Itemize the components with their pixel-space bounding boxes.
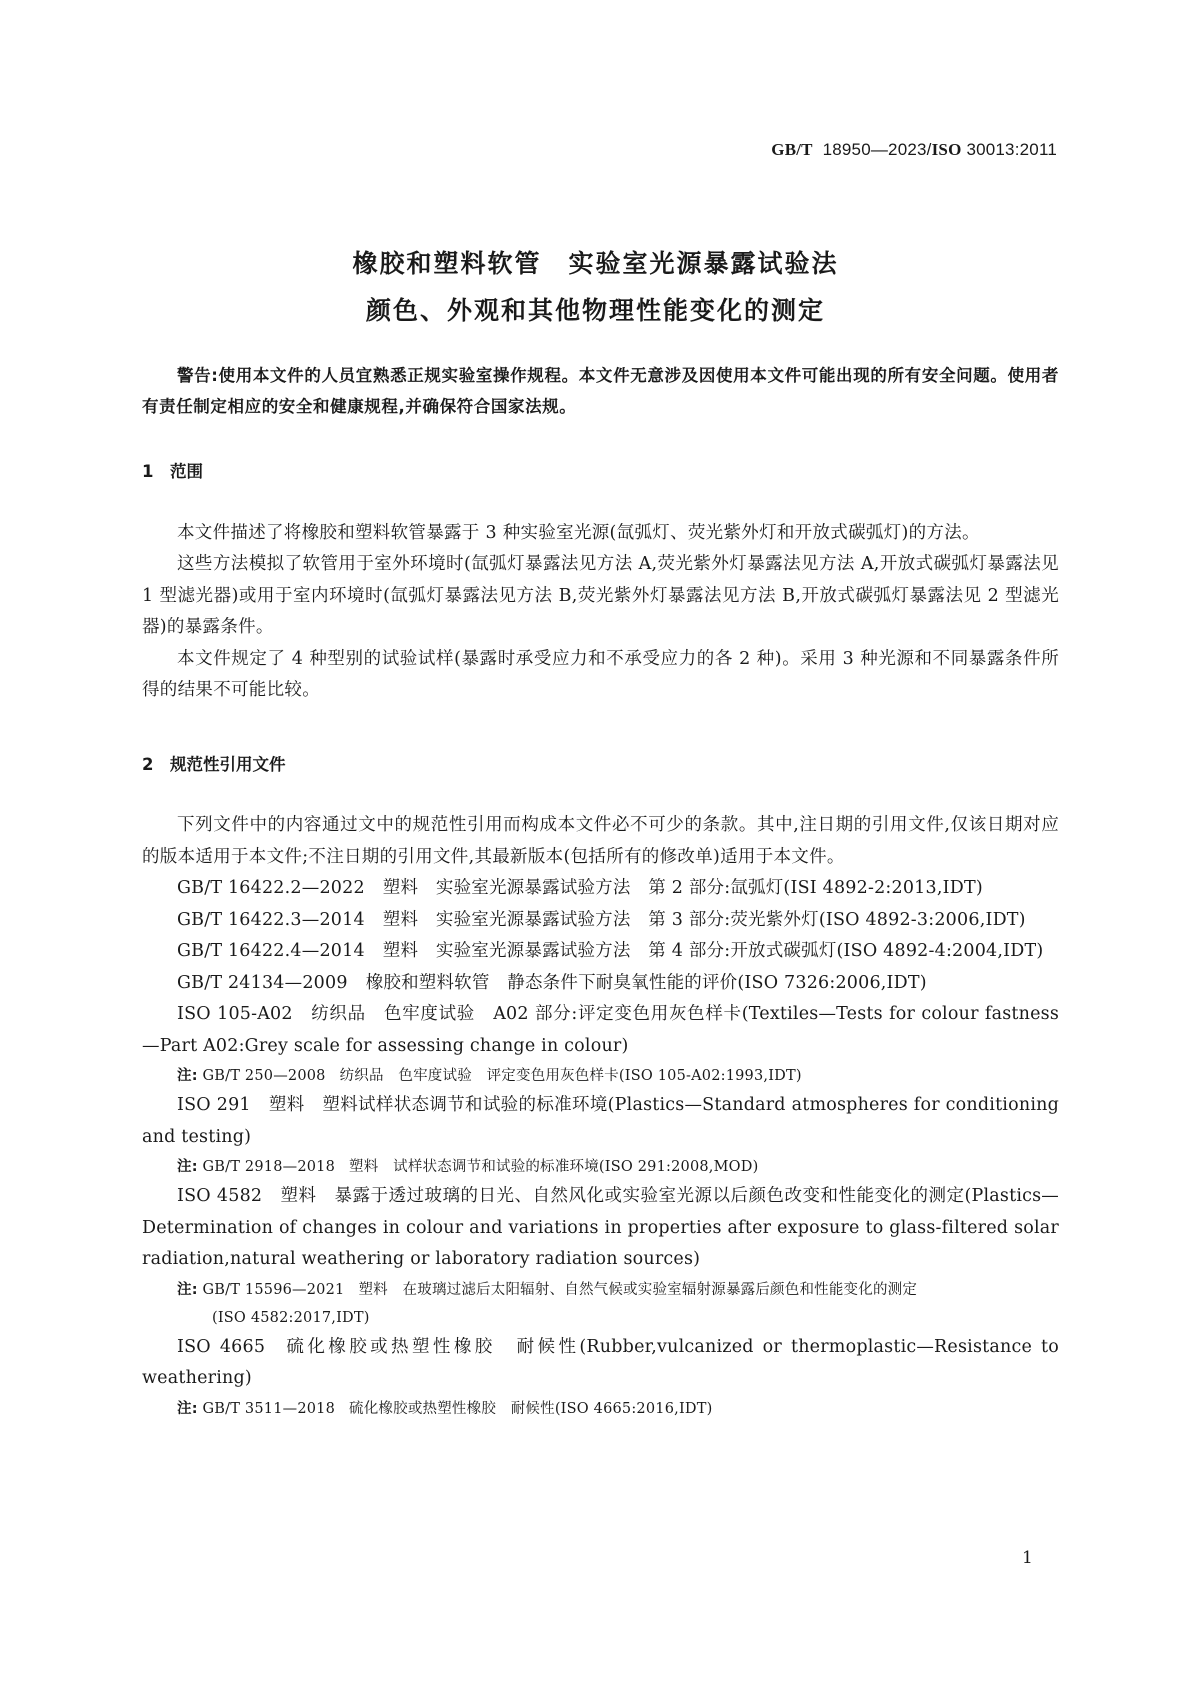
std-code-number: 18950—2023/ (822, 140, 932, 159)
std-code-iso-number: 30013:2011 (966, 140, 1057, 159)
section-1-heading (142, 456, 1059, 488)
reference-code: GB/T 16422.2—2022 (177, 878, 365, 898)
normative-intro: 下列文件中的内容通过文中的规范性引用而构成本文件必不可少的条款。其中,注日期的引用文件,仅该日期对应的版本适用于本文件;不注日期的引用文件,其最新版本(包括所有的修改单)适用于本文件。 (142, 815, 1059, 867)
standard-code (771, 140, 1057, 160)
note-code: GB/T 2918—2018 (202, 1159, 336, 1175)
note-text: 纺织品 色牢度试验 评定变色用灰色样卡(ISO 105-A02:1993,IDT) (339, 1068, 802, 1084)
reference-code: ISO 4582 (177, 1186, 263, 1206)
reference-title: 硫化橡胶或热塑性橡胶 耐候性(Rubber,vulcanized or thermoplastic—Resistance to weathering) (142, 1336, 1060, 1388)
page-number: 1 (1022, 1548, 1033, 1568)
note-text: 塑料 试样状态调节和试验的标准环境(ISO 291:2008,MOD) (349, 1159, 759, 1175)
scope-paragraph: 本文件规定了 4 种型别的试验试样(暴露时承受应力和不承受应力的各 2 种)。采用 3 种光源和不同暴露条件所得的结果不可能比较。 (142, 648, 1059, 700)
section-title: 范围 (170, 462, 203, 481)
reference-note (142, 1395, 1059, 1423)
note-label: 注: (177, 1068, 198, 1084)
reference-item (142, 968, 1059, 1000)
reference-note (142, 1062, 1059, 1090)
reference-item (142, 1332, 1059, 1395)
std-code-iso-prefix: ISO (931, 140, 962, 159)
reference-title: 塑料 暴露于透过玻璃的日光、自然风化或实验室光源以后颜色改变和性能变化的测定(Plastics—Determination of changes in colour and variations in properties after exposure to glass-filtered solar radiation,natural weathering or laboratory radiation sources) (142, 1186, 1059, 1269)
reference-code: ISO 291 (177, 1095, 251, 1115)
reference-title: 橡胶和塑料软管 静态条件下耐臭氧性能的评价(ISO 7326:2006,IDT) (365, 972, 927, 993)
reference-note (142, 1153, 1059, 1181)
reference-item (142, 1181, 1059, 1276)
reference-title: 塑料 实验室光源暴露试验方法 第 3 部分:荧光紫外灯(ISO 4892-3:2006,IDT) (382, 909, 1026, 930)
reference-item (142, 905, 1059, 937)
note-continuation: (ISO 4582:2017,IDT) (212, 1309, 370, 1326)
note-code: GB/T 15596—2021 (202, 1281, 345, 1298)
reference-code: ISO 4665 (177, 1336, 266, 1357)
note-code: GB/T 3511—2018 (202, 1400, 336, 1417)
reference-code: GB/T 16422.4—2014 (177, 941, 365, 961)
section-2-heading (142, 749, 1059, 781)
note-text: 硫化橡胶或热塑性橡胶 耐候性(ISO 4665:2016,IDT) (349, 1400, 713, 1417)
reference-title: 纺织品 色牢度试验 A02 部分:评定变色用灰色样卡(Textiles—Tests for colour fastness—Part A02:Grey scale for assessing change in colour) (142, 1004, 1060, 1056)
section-title: 规范性引用文件 (170, 754, 286, 774)
reference-code: GB/T 24134—2009 (177, 972, 348, 993)
reference-title: 塑料 塑料试样状态调节和试验的标准环境(Plastics—Standard atmospheres for conditioning and testing) (142, 1095, 1059, 1147)
title-line-2: 颜色、外观和其他物理性能变化的测定 (365, 296, 825, 325)
reference-code: ISO 105-A02 (177, 1004, 293, 1024)
note-label: 注: (177, 1400, 198, 1417)
document-title (0, 240, 1191, 334)
reference-note (142, 1276, 1059, 1332)
reference-code: GB/T 16422.3—2014 (177, 909, 365, 930)
reference-item (142, 873, 1059, 905)
document-body (142, 360, 1059, 1423)
note-label: 注: (177, 1281, 198, 1298)
reference-title: 塑料 实验室光源暴露试验方法 第 2 部分:氙弧灯(ISI 4892-2:2013,IDT) (382, 878, 983, 898)
reference-item (142, 999, 1059, 1062)
note-text: 塑料 在玻璃过滤后太阳辐射、自然气候或实验室辐射源暴露后颜色和性能变化的测定 (358, 1281, 918, 1298)
scope-paragraph: 本文件描述了将橡胶和塑料软管暴露于 3 种实验室光源(氙弧灯、荧光紫外灯和开放式碳弧灯)的方法。 (177, 522, 980, 543)
reference-item (142, 1090, 1059, 1153)
note-label: 注: (177, 1159, 198, 1175)
title-line-1: 橡胶和塑料软管 实验室光源暴露试验法 (352, 249, 839, 278)
reference-title: 塑料 实验室光源暴露试验方法 第 4 部分:开放式碳弧灯(ISO 4892-4:2004,IDT) (382, 941, 1044, 961)
section-number: 1 (142, 462, 154, 481)
section-number: 2 (142, 754, 154, 774)
std-code-prefix: GB/T (771, 140, 813, 159)
warning-paragraph: 警告:使用本文件的人员宜熟悉正规实验室操作规程。本文件无意涉及因使用本文件可能出现的所有安全问题。使用者有责任制定相应的安全和健康规程,并确保符合国家法规。 (142, 366, 1059, 416)
note-code: GB/T 250—2008 (202, 1068, 326, 1084)
scope-paragraph: 这些方法模拟了软管用于室外环境时(氙弧灯暴露法见方法 A,荧光紫外灯暴露法见方法 A,开放式碳弧灯暴露法见 1 型滤光器)或用于室内环境时(氙弧灯暴露法见方法 B,荧光紫外灯暴露法见方法 B,开放式碳弧灯暴露法见 2 型滤光器)的暴露条件。 (142, 554, 1059, 637)
reference-item (142, 936, 1059, 968)
